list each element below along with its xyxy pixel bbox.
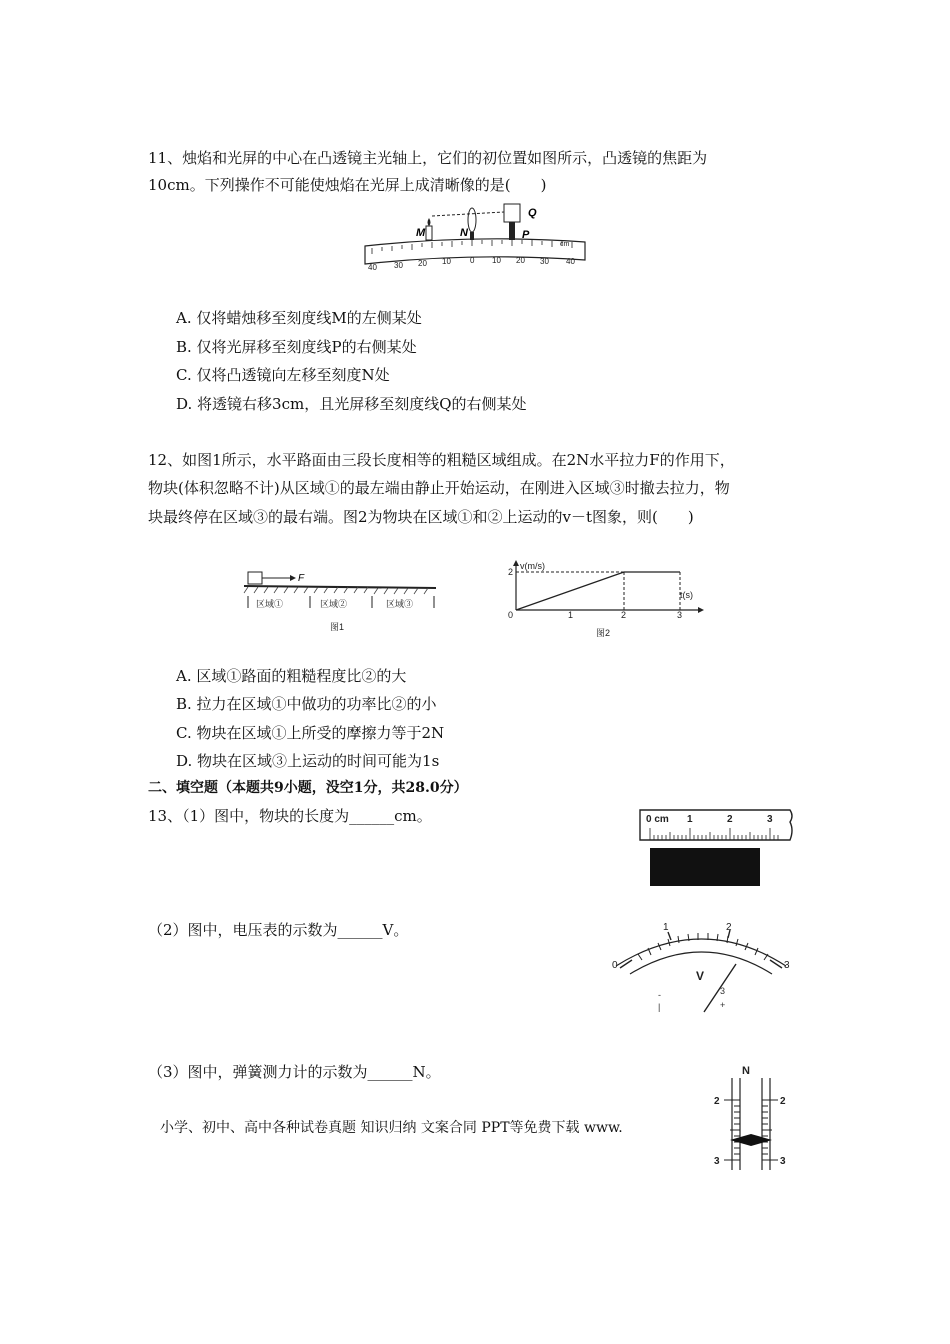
- q12-line1: 12、如图1所示，水平路面由三段长度相等的粗糙区域组成。在2N水平拉力F的作用下，: [148, 451, 735, 469]
- light-screen-icon: [504, 204, 520, 240]
- spring-tick-right: 2: [780, 1096, 786, 1107]
- q12-fig2-xtick: 3: [677, 610, 683, 620]
- q11-label-p: P: [522, 229, 530, 241]
- q12-region-3: 区域③: [386, 599, 414, 609]
- q11-option-c[interactable]: C. 仅将凸透镜向左移至刻度N处: [176, 366, 390, 384]
- q12-region-2: 区域②: [320, 599, 348, 609]
- q11-label-n: N: [460, 227, 468, 239]
- q11-tick: 40: [566, 257, 575, 266]
- q12-option-b[interactable]: B. 拉力在区域①中做功的功率比②的小: [176, 695, 437, 713]
- q12-fig2-ytick: 2: [508, 567, 514, 577]
- candle-icon: [426, 218, 432, 240]
- q11-tick: 30: [394, 261, 403, 270]
- q12-fig2-xtick: 2: [621, 610, 627, 620]
- q12-fig2-xtick: 1: [568, 610, 574, 620]
- q13-spring-scale-figure: [704, 1062, 800, 1172]
- q12-line2: 物块(体积忽略不计)从区域①的最左端由静止开始运动，在刚进入区域③时撤去拉力，物: [148, 479, 730, 497]
- block-icon: [248, 572, 262, 584]
- q12-line3: 块最终停在区域③的最右端。图2为物块在区域①和②上运动的v－t图象，则( ): [148, 508, 694, 526]
- q11-line1: 11、烛焰和光屏的中心在凸透镜主光轴上，它们的初位置如图所示，凸透镜的焦距为: [148, 149, 708, 167]
- q13-part3: （3）图中，弹簧测力计的示数为______N。: [148, 1063, 441, 1081]
- q12-fig1-caption: 图1: [330, 622, 345, 632]
- q12-fig2-caption: 图2: [596, 628, 611, 638]
- q11-tick: 10: [442, 257, 451, 266]
- q12-region-1: 区域①: [256, 599, 284, 609]
- svg-text:3: 3: [720, 986, 726, 996]
- q12-option-d[interactable]: D. 物块在区域③上运动的时间可能为1s: [176, 752, 440, 770]
- voltmeter-tick: 2: [726, 922, 732, 933]
- q13-ruler-figure: [638, 808, 798, 890]
- q11-label-m: M: [416, 227, 426, 239]
- footer-ad-text: 小学、初中、高中各种试卷真题 知识归纳 文案合同 PPT等免费下载 www.: [160, 1120, 623, 1136]
- spring-tick-right: 3: [780, 1156, 786, 1167]
- voltmeter-symbol: V: [696, 969, 705, 983]
- ruler-tick: 0 cm: [646, 814, 669, 825]
- q11-tick: 20: [418, 259, 427, 268]
- svg-text:+: +: [720, 1000, 726, 1010]
- q11-tick: 0: [470, 256, 475, 265]
- q12-figure2-vt-graph: [500, 560, 720, 640]
- q13-part1: 13、（1）图中，物块的长度为______cm。: [148, 807, 432, 825]
- convex-lens-icon: [468, 208, 476, 240]
- svg-text:|: |: [658, 1002, 661, 1012]
- voltmeter-tick: 3: [784, 960, 790, 971]
- vt-line-accelerating: [516, 572, 624, 610]
- q11-line2: 10cm。下列操作不可能使烛焰在光屏上成清晰像的是( ): [148, 176, 547, 194]
- ruler-tick: 3: [767, 814, 773, 825]
- spring-tick-left: 3: [714, 1156, 720, 1167]
- ruler-tick: 1: [687, 814, 693, 825]
- svg-text:-: -: [658, 990, 661, 1000]
- q11-label-q: Q: [528, 207, 537, 219]
- voltmeter-tick: 1: [663, 922, 669, 933]
- ruler-tick: 2: [727, 814, 733, 825]
- spring-unit: N: [742, 1065, 750, 1077]
- q13-part2: （2）图中，电压表的示数为______V。: [148, 921, 409, 939]
- q12-fig2-xtick: 0: [508, 610, 514, 620]
- q11-option-d[interactable]: D. 将透镜右移3cm，且光屏移至刻度线Q的右侧某处: [176, 395, 527, 413]
- q12-force-label: F: [298, 573, 305, 584]
- q11-option-b[interactable]: B. 仅将光屏移至刻度线P的右侧某处: [176, 338, 417, 356]
- q11-option-a[interactable]: A. 仅将蜡烛移至刻度线M的左侧某处: [176, 309, 422, 327]
- q13-voltmeter-figure: [608, 918, 794, 1016]
- q11-tick: 40: [368, 263, 377, 272]
- q12-option-c[interactable]: C. 物块在区域①上所受的摩擦力等于2N: [176, 724, 445, 742]
- q12-option-a[interactable]: A. 区域①路面的粗糙程度比②的大: [176, 667, 407, 685]
- voltmeter-tick: 0: [612, 960, 618, 971]
- q11-unit: cm: [560, 241, 570, 248]
- q11-tick: 20: [516, 256, 525, 265]
- q11-tick: 10: [492, 256, 501, 265]
- section2-heading: 二、填空题（本题共9小题，没空1分，共28.0分）: [148, 780, 468, 796]
- q12-fig2-xlabel: t(s): [680, 590, 693, 600]
- q11-optical-bench-figure: [360, 198, 590, 280]
- spring-tick-left: 2: [714, 1096, 720, 1107]
- q12-fig2-ylabel: v(m/s): [520, 561, 545, 571]
- block-object: [650, 848, 760, 886]
- q12-figure1-road: [240, 566, 440, 640]
- q11-tick: 30: [540, 257, 549, 266]
